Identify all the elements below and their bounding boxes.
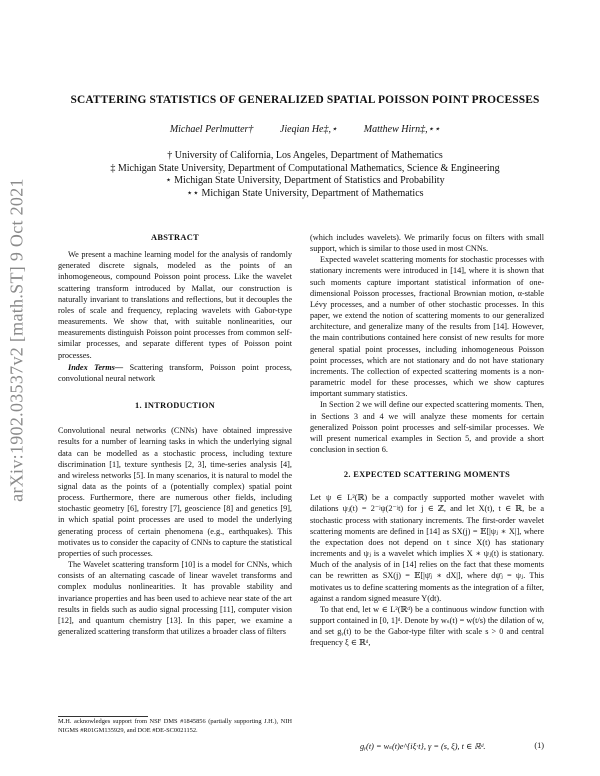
- right-paragraph-4: To that end, let w ∈ L²(ℝᵈ) be a continuous window function with support contained in [0, 1]ᵈ. Denote by wₛ(t) = w(t/s) the dilation of w, and set gᵧ(t) to be the Gabor-type filter with scale s > 0 and central frequency ξ ∈ ℝᵈ,: [310, 604, 544, 648]
- affiliation: ⋆ Michigan State University, Department of Statistics and Probability: [165, 175, 445, 187]
- author-list: [40, 124, 570, 135]
- left-column: [58, 232, 292, 637]
- author: Matthew Hirn‡,⋆⋆: [363, 124, 441, 135]
- abstract-text: We present a machine learning model for the analysis of randomly generated discrete signals, modeled as the points of an inhomogeneous, compound Poisson point process. Like the wavelet scattering transform introduced by Mallat, our construction is naturally invariant to translations and reflections, but it decouples the roles of scale and frequency, replacing wavelets with Gabor-type measurements. We show that, with suitable nonlinearities, our measurements distinguish Poisson point processes from common self-similar processes, and separate different types of Poisson point processes.: [58, 250, 292, 360]
- right-paragraph-0: (which includes wavelets). We primarily focus on filters with small support, which is similar to those used in most CNNs.: [310, 233, 544, 254]
- index-terms-text: Scattering transform, Poisson point process, convolutional neural network: [58, 362, 292, 383]
- right-paragraph-2: In Section 2 we will define our expected scattering moments. Then, in Sections 3 and 4 we will analyze these moments for certain generalized Poisson point processes and self-similar processes. We will present numerical examples in Section 5, and provide a short conclusion in section 6.: [310, 400, 544, 454]
- affiliation: † University of California, Los Angeles, Department of Mathematics: [167, 150, 443, 161]
- affiliation: ‡ Michigan State University, Department of Computational Mathematics, Science & Engineering: [110, 162, 500, 174]
- equation-body: gᵧ(t) = wₛ(t)e^{iξ·t}, γ = (s, ξ), t ∈ ℝᵈ.: [360, 742, 486, 751]
- author: Jieqian He‡,⋆: [279, 124, 338, 135]
- arxiv-stamp: [2, 178, 32, 502]
- right-paragraph-1: Expected wavelet scattering moments for stochastic processes with stationary increments were introduced in [14], where it is shown that such moments capture important statistical information of one-dimensional Poisson processes, fractional Brownian motion, α-stable Lévy processes, and a number of other stochastic processes. In this paper, we extend the notion of scattering moments to our generalized architecture, and generalize many of the results from [14]. However, the main contributions contained here consist of new results for more general spatial point processes, including inhomogeneous Poisson point processes, which are not stationary and do not have stationary increments. The collection of expected scattering moments is a non-parametric model for these processes, which we show captures important summary statistics.: [310, 255, 544, 399]
- right-paragraph-3: Let ψ ∈ L²(ℝ) be a compactly supported mother wavelet with dilations ψⱼ(t) = 2⁻ʲψ(2⁻ʲt) for j ∈ ℤ, and let X(t), t ∈ ℝ, be a stochastic process with stationary increments. The first-order wavelet scattering moments are defined in [14] as SX(j) = 𝔼[|ψⱼ ∗ X|], where the expectation does not depend on t since X(t) has stationary increments and ψⱼ is a wavelet which implies X ∗ ψⱼ(t) is stationary. Much of the analysis of in [14] relies on the fact that these moments can be rewritten as SX(j) = 𝔼[|ψ̄ⱼ ∗ dX|], where dψ̄ⱼ = ψⱼ. This motivates us to define scattering moments as the integration of a filter, against a random signed measure Y(dt).: [310, 493, 544, 603]
- index-terms-label: Index Terms—: [68, 362, 124, 372]
- arxiv-stamp-text: arXiv:1902.03537v2 [math.ST] 9 Oct 2021: [6, 178, 27, 502]
- intro-paragraph-2: The Wavelet scattering transform [10] is a model for CNNs, which consists of an alternating cascade of linear wavelet transforms and complex modulus nonlinearities. It has provable stability and invariance properties and has been used to achieve near state of the art results in fields such as audio signal processing [11], computer vision [12], and quantum chemistry [13]. In this paper, we examine a generalized scattering transform that utilizes a broader class of filters: [58, 560, 292, 636]
- abstract-heading: ABSTRACT: [150, 233, 199, 242]
- footnote-rule: [58, 716, 148, 717]
- section-2-heading: 2. EXPECTED SCATTERING MOMENTS: [343, 470, 511, 480]
- intro-paragraph-1: Convolutional neural networks (CNNs) have obtained impressive results for a number of learning tasks in which the underlying signal data can be modelled as a stochastic process, including texture discrimination [1], texture synthesis [2, 3], time-series analysis [4], and wireless networks [5]. In many scenarios, it is natural to model the signal data as the points of a (potentially complex) spatial point process. Furthermore, there are numerous other fields, including stochastic geometry [6], forestry [7], geoscience [8] and genetics [9], in which spatial point processes are used to model the underlying generating process of certain phenomena (e.g., earthquakes). This motivates us to consider the capacity of CNNs to capture the statistical properties of such processes.: [58, 426, 292, 558]
- equation-number: (1): [534, 741, 544, 750]
- right-column: [310, 232, 544, 648]
- intro-heading: 1. INTRODUCTION: [135, 401, 215, 411]
- footnote: M.H. acknowledges support from NSF DMS #1845856 (partially supporting J.H.), NIH NIGMS #R01GM135929, and DOE #DE-SC0021152.: [58, 718, 292, 734]
- affiliation: ⋆⋆ Michigan State University, Department of Mathematics: [186, 187, 424, 199]
- index-terms: [58, 362, 292, 384]
- paper-title: SCATTERING STATISTICS OF GENERALIZED SPATIAL POISSON POINT PROCESSES: [70, 94, 540, 106]
- author: Michael Perlmutter†: [169, 124, 254, 135]
- affiliations: [40, 150, 570, 200]
